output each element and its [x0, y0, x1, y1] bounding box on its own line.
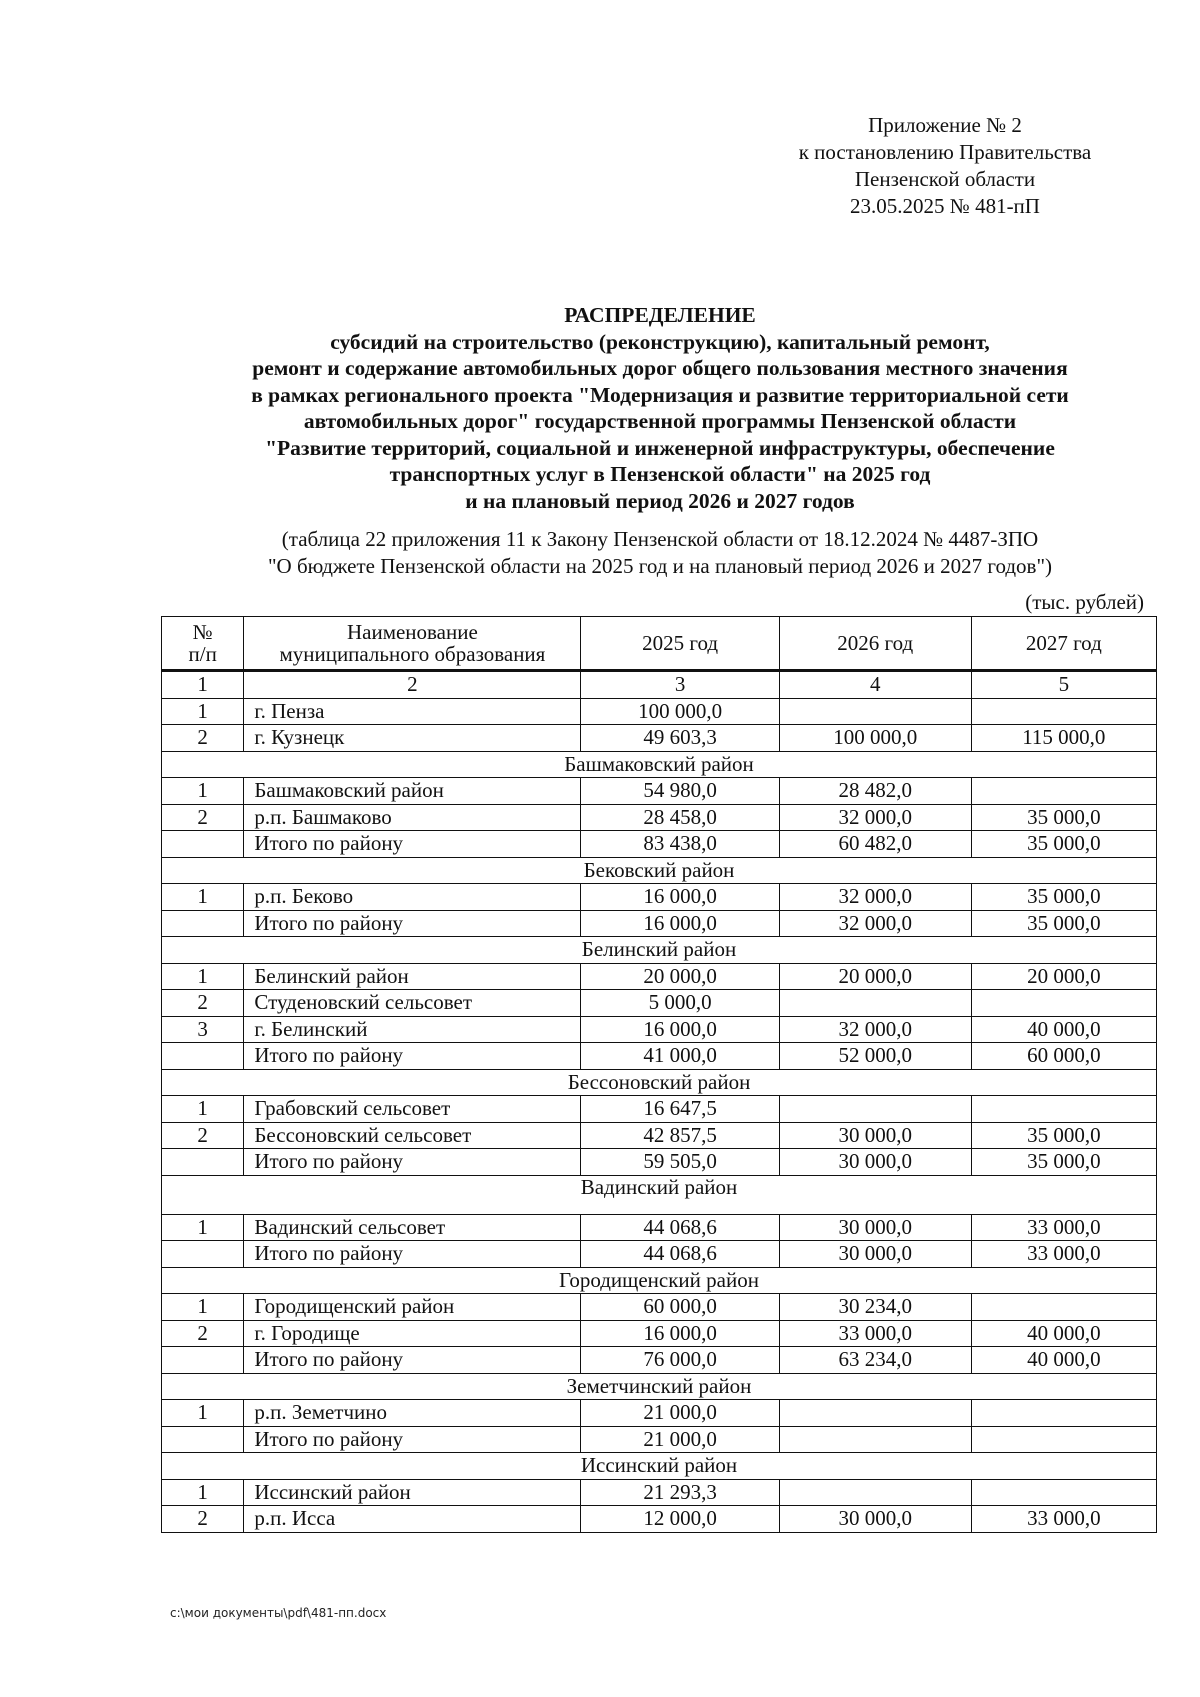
value-2026-cell: 30 000,0 — [779, 1122, 971, 1149]
table-row — [162, 1320, 1157, 1347]
row-number-cell: 2 — [162, 990, 244, 1017]
value-2025-cell: 16 000,0 — [581, 910, 779, 937]
municipality-name-cell: Грабовский сельсовет — [244, 1096, 581, 1123]
value-2025-cell: 42 857,5 — [581, 1122, 779, 1149]
row-number-cell — [162, 831, 244, 858]
value-2026-cell: 32 000,0 — [779, 884, 971, 911]
district-name: Земетчинский район — [162, 1373, 1157, 1400]
municipality-name-cell: Студеновский сельсовет — [244, 990, 581, 1017]
value-2027-cell: 20 000,0 — [971, 963, 1156, 990]
district-total-row — [162, 910, 1157, 937]
table-row — [162, 1122, 1157, 1149]
value-2027-cell: 35 000,0 — [971, 910, 1156, 937]
value-2025-cell: 28 458,0 — [581, 804, 779, 831]
value-2027-cell — [971, 1400, 1156, 1427]
value-2025-cell: 12 000,0 — [581, 1506, 779, 1533]
value-2027-cell: 40 000,0 — [971, 1016, 1156, 1043]
district-header-row — [162, 1175, 1157, 1214]
district-header-row — [162, 1069, 1157, 1096]
appendix-number: Приложение № 2 — [868, 113, 1022, 137]
units-label: (тыс. рублей) — [1025, 590, 1144, 614]
value-2027-cell — [971, 1096, 1156, 1123]
municipality-name-cell: г. Кузнецк — [244, 725, 581, 752]
header-2027: 2027 год — [971, 617, 1156, 670]
row-number-cell — [162, 910, 244, 937]
value-2025-cell: 44 068,6 — [581, 1241, 779, 1268]
heading-line: автомобильных дорог" государственной программы Пензенской области — [303, 409, 1017, 433]
value-2026-cell — [779, 698, 971, 725]
district-name: Городищенский район — [162, 1267, 1157, 1294]
table-header — [162, 617, 1157, 672]
header-2026: 2026 год — [779, 617, 971, 670]
heading-line: в рамках регионального проекта "Модернизация и развитие территориальной сети — [251, 382, 1069, 407]
value-2027-cell — [971, 1294, 1156, 1321]
municipality-name-cell: Итого по району — [244, 910, 581, 937]
municipality-name-cell: р.п. Исса — [244, 1506, 581, 1533]
column-number: 5 — [971, 671, 1156, 698]
value-2025-cell: 76 000,0 — [581, 1347, 779, 1374]
value-2025-cell: 16 000,0 — [581, 1320, 779, 1347]
value-2027-cell: 35 000,0 — [971, 884, 1156, 911]
table-row — [162, 1479, 1157, 1506]
value-2025-cell: 54 980,0 — [581, 778, 779, 805]
table-row — [162, 990, 1157, 1017]
value-2026-cell: 30 000,0 — [779, 1241, 971, 1268]
table-row — [162, 1400, 1157, 1427]
value-2026-cell: 30 234,0 — [779, 1294, 971, 1321]
header-name — [244, 617, 581, 670]
municipality-name-cell: г. Пенза — [244, 698, 581, 725]
district-header-row — [162, 1373, 1157, 1400]
table-row — [162, 1506, 1157, 1533]
header-number-line2: п/п — [188, 642, 217, 666]
row-number-cell: 1 — [162, 963, 244, 990]
municipality-name-cell: Итого по району — [244, 1241, 581, 1268]
district-name: Башмаковский район — [162, 751, 1157, 778]
row-number-cell: 1 — [162, 1214, 244, 1241]
column-number: 3 — [581, 671, 779, 698]
value-2025-cell: 21 000,0 — [581, 1400, 779, 1427]
value-2027-cell: 40 000,0 — [971, 1347, 1156, 1374]
value-2027-cell: 40 000,0 — [971, 1320, 1156, 1347]
appendix-date: 23.05.2025 № 481-пП — [850, 194, 1040, 218]
value-2026-cell: 63 234,0 — [779, 1347, 971, 1374]
municipality-name-cell: р.п. Башмаково — [244, 804, 581, 831]
value-2025-cell: 20 000,0 — [581, 963, 779, 990]
municipality-name-cell: Итого по району — [244, 1426, 581, 1453]
district-total-row — [162, 1241, 1157, 1268]
value-2025-cell: 5 000,0 — [581, 990, 779, 1017]
value-2026-cell: 52 000,0 — [779, 1043, 971, 1070]
value-2025-cell: 16 000,0 — [581, 884, 779, 911]
source-line: "О бюджете Пензенской области на 2025 год и на плановый период 2026 и 2027 годов") — [267, 554, 1053, 578]
value-2027-cell: 35 000,0 — [971, 1122, 1156, 1149]
value-2025-cell: 83 438,0 — [581, 831, 779, 858]
municipality-name-cell: Итого по району — [244, 831, 581, 858]
value-2026-cell: 20 000,0 — [779, 963, 971, 990]
table-row — [162, 1294, 1157, 1321]
value-2027-cell: 115 000,0 — [971, 725, 1156, 752]
table-body — [162, 671, 1157, 1532]
row-number-cell: 1 — [162, 1400, 244, 1427]
value-2027-cell — [971, 778, 1156, 805]
subsidy-table — [161, 616, 1157, 1533]
municipality-name-cell: г. Городище — [244, 1320, 581, 1347]
table-row — [162, 884, 1157, 911]
municipality-name-cell: Итого по району — [244, 1347, 581, 1374]
document-heading — [150, 302, 1170, 514]
municipality-name-cell: Бессоновский сельсовет — [244, 1122, 581, 1149]
table-row — [162, 804, 1157, 831]
value-2025-cell: 59 505,0 — [581, 1149, 779, 1176]
value-2026-cell — [779, 1426, 971, 1453]
value-2026-cell: 30 000,0 — [779, 1506, 971, 1533]
heading-line: транспортных услуг в Пензенской области" на 2025 год — [389, 462, 931, 486]
value-2027-cell — [971, 990, 1156, 1017]
value-2027-cell — [971, 1479, 1156, 1506]
column-number: 2 — [244, 671, 581, 698]
file-path-footer: c:\мои документы\pdf\481-пп.docx — [170, 1606, 387, 1620]
table-row — [162, 1214, 1157, 1241]
district-name: Иссинский район — [162, 1453, 1157, 1480]
district-total-row — [162, 1149, 1157, 1176]
value-2026-cell — [779, 1096, 971, 1123]
row-number-cell — [162, 1149, 244, 1176]
municipality-name-cell: р.п. Земетчино — [244, 1400, 581, 1427]
value-2025-cell: 41 000,0 — [581, 1043, 779, 1070]
heading-line: субсидий на строительство (реконструкцию), капитальный ремонт, — [330, 329, 990, 354]
heading-line: ремонт и содержание автомобильных дорог общего пользования местного значения — [252, 356, 1068, 380]
municipality-name-cell: р.п. Беково — [244, 884, 581, 911]
source-line: (таблица 22 приложения 11 к Закону Пензенской области от 18.12.2024 № 4487-ЗПО — [281, 527, 1039, 551]
value-2026-cell: 30 000,0 — [779, 1214, 971, 1241]
row-number-cell: 2 — [162, 804, 244, 831]
municipality-name-cell: Белинский район — [244, 963, 581, 990]
column-number-row — [162, 671, 1157, 698]
value-2025-cell: 21 293,3 — [581, 1479, 779, 1506]
district-name: Бековский район — [162, 857, 1157, 884]
district-name: Вадинский район — [162, 1175, 1157, 1214]
value-2027-cell: 35 000,0 — [971, 831, 1156, 858]
municipality-name-cell: Иссинский район — [244, 1479, 581, 1506]
header-name-line1: Наименование — [346, 620, 478, 644]
value-2027-cell: 33 000,0 — [971, 1506, 1156, 1533]
appendix-resolution: к постановлению Правительства — [798, 140, 1092, 164]
municipality-name-cell: г. Белинский — [244, 1016, 581, 1043]
value-2025-cell: 60 000,0 — [581, 1294, 779, 1321]
municipality-name-cell: Итого по району — [244, 1043, 581, 1070]
row-number-cell: 1 — [162, 1294, 244, 1321]
value-2026-cell: 100 000,0 — [779, 725, 971, 752]
municipality-name-cell: Башмаковский район — [244, 778, 581, 805]
value-2025-cell: 44 068,6 — [581, 1214, 779, 1241]
district-header-row — [162, 857, 1157, 884]
value-2026-cell: 32 000,0 — [779, 804, 971, 831]
table-row — [162, 725, 1157, 752]
table-row — [162, 963, 1157, 990]
row-number-cell: 1 — [162, 778, 244, 805]
row-number-cell: 1 — [162, 698, 244, 725]
row-number-cell: 3 — [162, 1016, 244, 1043]
value-2027-cell: 35 000,0 — [971, 804, 1156, 831]
row-number-cell: 1 — [162, 884, 244, 911]
district-name: Бессоновский район — [162, 1069, 1157, 1096]
row-number-cell: 2 — [162, 1122, 244, 1149]
value-2026-cell — [779, 1479, 971, 1506]
table-row — [162, 778, 1157, 805]
value-2027-cell — [971, 698, 1156, 725]
district-header-row — [162, 1267, 1157, 1294]
district-total-row — [162, 1347, 1157, 1374]
value-2027-cell: 35 000,0 — [971, 1149, 1156, 1176]
value-2026-cell: 60 482,0 — [779, 831, 971, 858]
value-2026-cell: 30 000,0 — [779, 1149, 971, 1176]
value-2027-cell — [971, 1426, 1156, 1453]
district-total-row — [162, 1426, 1157, 1453]
value-2025-cell: 16 647,5 — [581, 1096, 779, 1123]
row-number-cell: 2 — [162, 1320, 244, 1347]
value-2027-cell: 33 000,0 — [971, 1241, 1156, 1268]
district-header-row — [162, 937, 1157, 964]
column-number: 4 — [779, 671, 971, 698]
district-name: Белинский район — [162, 937, 1157, 964]
table-row — [162, 1016, 1157, 1043]
heading-line: и на плановый период 2026 и 2027 годов — [465, 488, 855, 513]
value-2026-cell: 32 000,0 — [779, 910, 971, 937]
value-2026-cell: 32 000,0 — [779, 1016, 971, 1043]
source-reference — [150, 526, 1170, 580]
value-2027-cell: 33 000,0 — [971, 1214, 1156, 1241]
row-number-cell: 1 — [162, 1479, 244, 1506]
table-row — [162, 698, 1157, 725]
header-number-line1: № — [192, 620, 213, 644]
district-total-row — [162, 1043, 1157, 1070]
document-title: РАСПРЕДЕЛЕНИЕ — [564, 303, 756, 327]
value-2026-cell: 33 000,0 — [779, 1320, 971, 1347]
appendix-block — [780, 112, 1110, 220]
district-total-row — [162, 831, 1157, 858]
table-row — [162, 1096, 1157, 1123]
district-header-row — [162, 751, 1157, 778]
column-number: 1 — [162, 671, 244, 698]
header-name-line2: муниципального образования — [279, 642, 546, 666]
header-number — [162, 617, 244, 670]
value-2027-cell: 60 000,0 — [971, 1043, 1156, 1070]
row-number-cell — [162, 1347, 244, 1374]
value-2025-cell: 16 000,0 — [581, 1016, 779, 1043]
appendix-region: Пензенской области — [854, 167, 1036, 191]
municipality-name-cell: Итого по району — [244, 1149, 581, 1176]
value-2026-cell — [779, 1400, 971, 1427]
row-number-cell — [162, 1043, 244, 1070]
row-number-cell: 2 — [162, 725, 244, 752]
value-2025-cell: 21 000,0 — [581, 1426, 779, 1453]
value-2026-cell: 28 482,0 — [779, 778, 971, 805]
district-header-row — [162, 1453, 1157, 1480]
value-2025-cell: 100 000,0 — [581, 698, 779, 725]
row-number-cell — [162, 1241, 244, 1268]
row-number-cell: 2 — [162, 1506, 244, 1533]
header-2025: 2025 год — [581, 617, 779, 670]
row-number-cell: 1 — [162, 1096, 244, 1123]
heading-line: "Развитие территорий, социальной и инженерной инфраструктуры, обеспечение — [265, 435, 1055, 460]
municipality-name-cell: Городищенский район — [244, 1294, 581, 1321]
value-2025-cell: 49 603,3 — [581, 725, 779, 752]
row-number-cell — [162, 1426, 244, 1453]
municipality-name-cell: Вадинский сельсовет — [244, 1214, 581, 1241]
value-2026-cell — [779, 990, 971, 1017]
